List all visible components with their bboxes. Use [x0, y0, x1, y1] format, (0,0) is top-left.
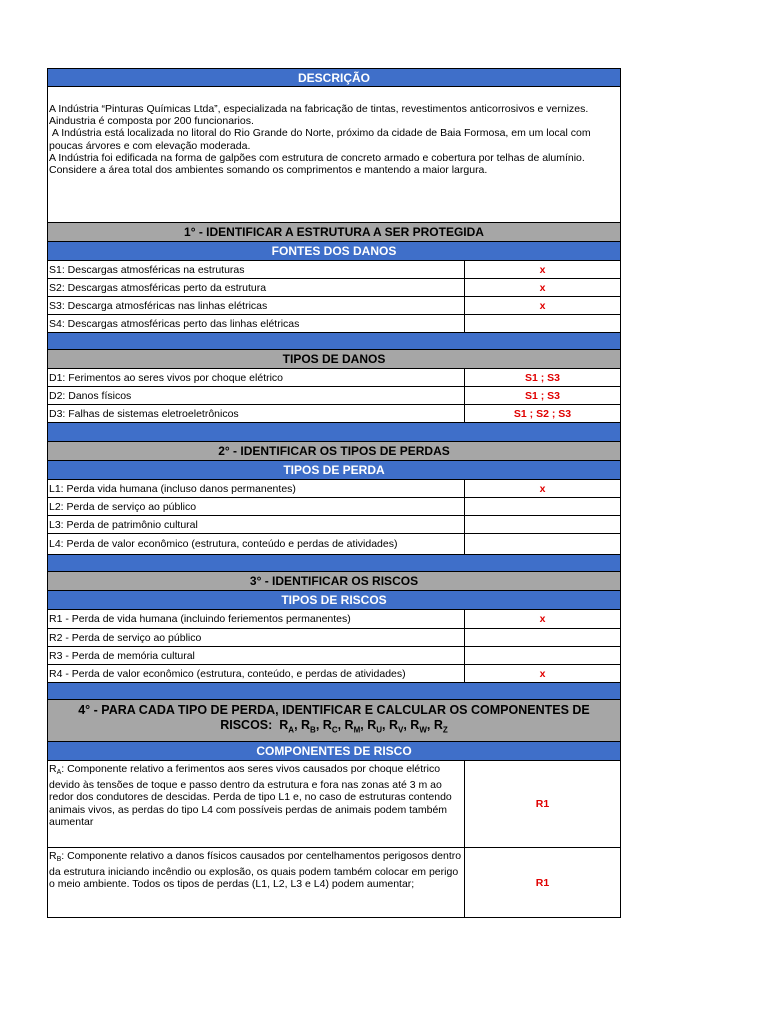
step4-title-line1: 4° - PARA CADA TIPO DE PERDA, IDENTIFICAR E CALCULAR OS COMPONENTES DE: [78, 703, 590, 718]
description-body: [47, 87, 621, 223]
row-value: [465, 516, 620, 533]
fontes-header: [47, 242, 621, 261]
description-line: A Indústria “Pinturas Químicas Ltda”, especializada na fabricação de tintas, revestimentos anticorrosivos e vernizes.: [49, 103, 589, 115]
sub-b: B: [310, 725, 316, 735]
spacer-row: [47, 423, 621, 442]
table-row: [47, 534, 621, 555]
table-row: [47, 848, 621, 918]
row-label: L4: Perda de valor econômico (estrutura, conteúdo e perdas de atividades): [48, 534, 465, 554]
table-row: [47, 261, 621, 279]
sub-a: A: [288, 725, 295, 735]
row-value: [465, 315, 620, 332]
row-value: [465, 629, 620, 646]
row-label: L1: Perda vida humana (incluso danos permanentes): [48, 480, 465, 497]
row-label: D2: Danos físicos: [48, 387, 465, 404]
step4-title: [47, 700, 621, 742]
step3-title: [47, 572, 621, 591]
row-label: S3: Descarga atmosféricas nas linhas elétricas: [48, 297, 465, 314]
step2-title: [47, 442, 621, 461]
row-value: x: [539, 299, 546, 312]
table-row: [47, 629, 621, 647]
table-row: [47, 279, 621, 297]
row-label: $R_B$: Componente relativo a danos físicos causados por centelhamentos perigosos dentro da estrutura iniciando incêndio ou explosão, os quais podem também colocar em perigo o meio ambiente. Todos os tipos de perdas (L1, L2, L3 e L4) podem aumentar;: [48, 848, 465, 917]
step1-title-text: 1° - IDENTIFICAR A ESTRUTURA A SER PROTEGIDA: [184, 225, 484, 239]
perda-header: [47, 461, 621, 480]
step4-title-text: 4° - PARA CADA TIPO DE PERDA, IDENTIFICAR E CALCULAR OS COMPONENTES DE RISCOS: $R_A$, $R_B$, $R_C$, $R_M$, $R_U$, $R_V$, $R_W$, $R_Z$: [78, 703, 590, 735]
component-subscript: A: [56, 769, 62, 776]
table-row: [47, 387, 621, 405]
step2-title-text: 2° - IDENTIFICAR OS TIPOS DE PERDAS: [218, 444, 450, 458]
sub-u: U: [376, 725, 383, 735]
table-row: [47, 761, 621, 848]
sub-c: C: [331, 725, 338, 735]
row-value: S1 ; S3: [524, 371, 561, 384]
description-line: A Indústria está localizada no litoral do Rio Grande do Norte, próximo da cidade de Baia Formosa, em um local com poucas árvores e com elevação moderada.: [49, 127, 594, 152]
spacer-row: [47, 683, 621, 700]
riscos-header: [47, 591, 621, 610]
table-row: [47, 647, 621, 665]
sub-m: M: [353, 725, 361, 735]
table-row: [47, 665, 621, 683]
row-value: x: [539, 667, 546, 680]
table-row: [47, 480, 621, 498]
table-row: [47, 610, 621, 629]
table-row: [47, 405, 621, 423]
sub-v: V: [398, 725, 404, 735]
table-row: [47, 315, 621, 333]
row-value: R1: [535, 798, 550, 810]
danos-header: [47, 350, 621, 369]
worksheet: [47, 68, 621, 918]
step1-title: [47, 223, 621, 242]
step4-title-prefix: RISCOS:: [220, 718, 273, 733]
step3-title-text: 3° - IDENTIFICAR OS RISCOS: [249, 574, 419, 588]
row-label: $R_A$: Componente relativo a ferimentos aos seres vivos causados por choque elétrico devido às tensões de toque e passo dentro da estrutura e fora nas zonas até 3 m ao redor dos condutores de descidas. Perda de tipo L1 e, no caso de estruturas contendo animais vivos, as perdas do tipo L4 com possíveis perdas de animais podem também aumentar: [48, 761, 465, 847]
table-row: [47, 516, 621, 534]
component-text: : Componente relativo a danos físicos causados por centelhamentos perigosos dentro da estrutura iniciando incêndio ou explosão, os quais podem também colocar em perigo o meio ambiente. Todos os tipos de perdas (L1, L2, L3 e L4) podem aumentar;: [49, 850, 462, 891]
row-value: [465, 534, 620, 554]
row-label: R2 - Perda de serviço ao público: [48, 629, 465, 646]
row-label: D1: Ferimentos ao seres vivos por choque elétrico: [48, 369, 465, 386]
row-value: x: [539, 263, 546, 276]
spacer-row: [47, 555, 621, 572]
row-value: x: [539, 613, 546, 625]
description-line: Aindustria é composta por 200 funcionarios.: [49, 115, 254, 128]
componentes-header: [47, 742, 621, 761]
row-label: S2: Descargas atmosféricas perto da estrutura: [48, 279, 465, 296]
row-label: L3: Perda de patrimônio cultural: [48, 516, 465, 533]
description-line: Considere a área total dos ambientes somando os comprimentos e mantendo a maior largura.: [49, 164, 488, 177]
perda-header-text: TIPOS DE PERDA: [283, 463, 385, 477]
row-label: R4 - Perda de valor econômico (estrutura, conteúdo, e perdas de atividades): [48, 665, 465, 682]
row-value: x: [539, 482, 546, 495]
table-row: [47, 369, 621, 387]
row-value: S1 ; S3: [524, 389, 561, 402]
row-label: L2: Perda de serviço ao público: [48, 498, 465, 515]
danos-header-text: TIPOS DE DANOS: [282, 352, 386, 366]
spacer-row: [47, 333, 621, 350]
row-label: R3 - Perda de memória cultural: [48, 647, 465, 664]
row-value: [465, 647, 620, 664]
row-value: [465, 498, 620, 515]
riscos-header-text: TIPOS DE RISCOS: [281, 593, 387, 607]
table-row: [47, 498, 621, 516]
component-subscript: B: [56, 856, 62, 863]
row-label: S4: Descargas atmosféricas perto das linhas elétricas: [48, 315, 465, 332]
description-header-text: DESCRIÇÃO: [297, 70, 370, 85]
component-text: : Componente relativo a ferimentos aos seres vivos causados por choque elétrico devido às tensões de toque e passo dentro da estrutura e fora nas zonas até 3 m ao redor dos condutores de descidas. Perda de tipo L1 e, no caso de estruturas contendo animais vivos, as perdas do tipo L4 com possíveis perdas de animais podem também aumentar: [49, 763, 452, 828]
description-header: [47, 68, 621, 87]
fontes-header-text: FONTES DOS DANOS: [271, 244, 397, 258]
table-row: [47, 297, 621, 315]
row-label: S1: Descargas atmosféricas na estruturas: [48, 261, 465, 278]
sub-w: W: [419, 725, 427, 735]
componentes-header-text: COMPONENTES DE RISCO: [256, 744, 412, 758]
row-label: R1 - Perda de vida humana (incluindo feriementos permanentes): [48, 610, 465, 628]
row-value: x: [539, 281, 546, 294]
row-value: S1 ; S2 ; S3: [513, 407, 572, 420]
row-value: R1: [535, 876, 550, 889]
sub-z: Z: [442, 725, 448, 735]
row-label: D3: Falhas de sistemas eletroeletrônicos: [48, 405, 465, 422]
description-line: A Indústria foi edificada na forma de galpões com estrutura de concreto armado e cobertura por telhas de alumínio.: [49, 151, 585, 164]
